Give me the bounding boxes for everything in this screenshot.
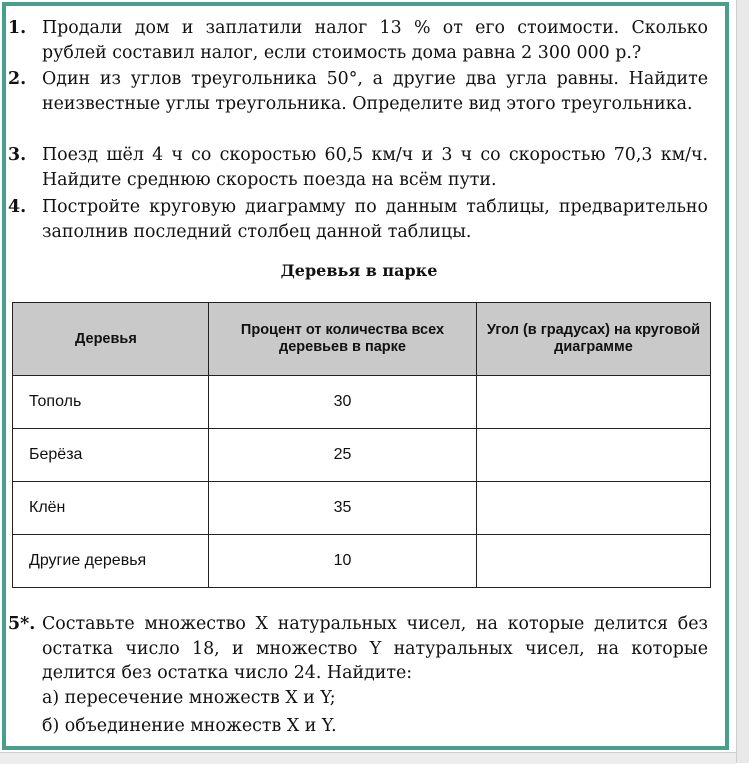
tree-percent: 35 <box>209 482 477 535</box>
vertical-scrollbar[interactable] <box>736 0 749 763</box>
table-row <box>13 535 711 588</box>
problem-text: Составьте множество X натуральных чисел, на которые делится без остатка число 18, и множество Y натуральных чисел, на которые делится без остатка число 24. Найдите: <box>42 614 708 683</box>
problem-text: Поезд шёл 4 ч со скоростью 60,5 км/ч и 3 ч со скоростью 70,3 км/ч. Найдите среднюю скорость поезда на всём пути. <box>42 145 708 190</box>
problem-number: 4. <box>8 197 27 217</box>
tree-name: Клён <box>13 482 209 535</box>
problem-4 <box>8 195 708 244</box>
problem-text: Постройте круговую диаграмму по данным таблицы, предварительно заполнив последний столбец данной таблицы. <box>42 197 708 242</box>
tree-name: Берёза <box>13 429 209 482</box>
table-header-row <box>13 303 711 376</box>
subitem-b: б) объединение множеств X и Y. <box>42 716 337 736</box>
tree-name: Другие деревья <box>13 535 209 588</box>
table-title: Деревья в парке <box>280 261 438 280</box>
table-row <box>13 429 711 482</box>
tree-percent: 30 <box>209 376 477 429</box>
tree-angle <box>477 535 711 588</box>
subitem-a: а) пересечение множеств X и Y; <box>42 688 336 708</box>
problem-number: 2. <box>8 69 27 89</box>
problem-3 <box>8 143 708 192</box>
problem-number: 1. <box>8 18 27 38</box>
tree-angle <box>477 376 711 429</box>
tree-name: Тополь <box>13 376 209 429</box>
problem-number: 5*. <box>8 614 36 634</box>
tree-angle <box>477 482 711 535</box>
problem-text: Один из углов треугольника 50°, а другие два угла равны. Найдите неизвестные углы треугольника. Определите вид этого треугольника. <box>42 69 708 114</box>
tree-percent: 10 <box>209 535 477 588</box>
header-percent: Процент от количества всех деревьев в парке <box>209 303 477 376</box>
horizontal-scrollbar[interactable] <box>0 752 736 764</box>
problem-number: 3. <box>8 145 27 165</box>
table-row <box>13 376 711 429</box>
problem-text: Продали дом и заплатили налог 13 % от его стоимости. Сколько рублей составил налог, если стоимость дома равна 2 300 000 р.? <box>42 18 708 63</box>
header-trees: Деревья <box>13 303 209 376</box>
problem-5 <box>8 612 708 686</box>
table-row <box>13 482 711 535</box>
trees-table <box>12 302 711 588</box>
tree-angle <box>477 429 711 482</box>
problem-2 <box>8 67 708 116</box>
tree-percent: 25 <box>209 429 477 482</box>
problem-1 <box>8 16 708 65</box>
header-angle: Угол (в градусах) на круговой диаграмме <box>477 303 711 376</box>
